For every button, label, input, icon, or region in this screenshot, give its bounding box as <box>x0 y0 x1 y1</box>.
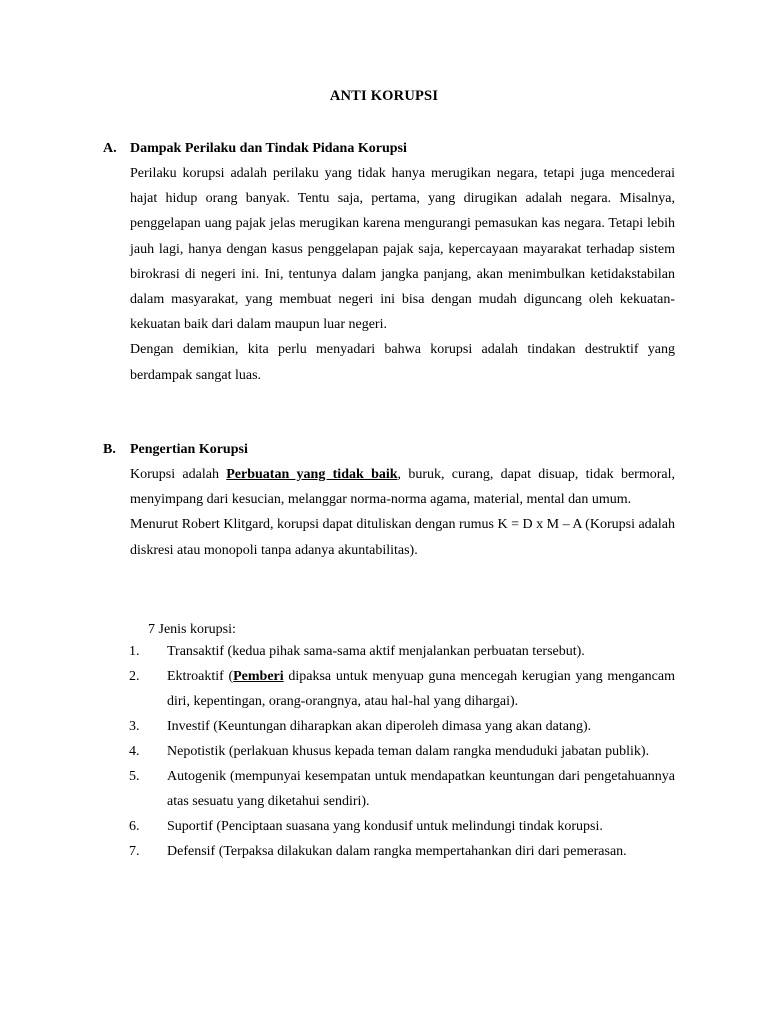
list-item-text <box>167 669 675 709</box>
list-item <box>129 839 675 864</box>
list-item-emphasis: Pemberi <box>233 669 284 684</box>
section-a-letter: A. <box>103 141 117 156</box>
definition-emphasis: Perbuatan yang tidak baik <box>226 467 398 482</box>
list-item-text-start: Ektroaktif ( <box>167 669 234 684</box>
list-item-number: 7. <box>129 844 140 859</box>
list-item-number: 5. <box>129 769 140 784</box>
list-item-number: 1. <box>129 644 140 659</box>
list-item-number: 2. <box>129 669 140 684</box>
section-a-heading: Dampak Perilaku dan Tindak Pidana Korupsi <box>130 141 407 156</box>
list-item-text: Investif (Keuntungan diharapkan akan diperoleh dimasa yang akan datang). <box>167 719 592 734</box>
section-b-paragraph-2: Menurut Robert Klitgard, korupsi dapat dituliskan dengan rumus K = D x M – A (Korupsi adalah diskresi atau monopoli tanpa adanya akuntabilitas). <box>130 517 675 558</box>
section-a-paragraph-2: Dengan demikian, kita perlu menyadari bahwa korupsi adalah tindakan destruktif yang berdampak sangat luas. <box>130 342 675 383</box>
list-item-text: Defensif (Terpaksa dilakukan dalam rangka mempertahankan diri dari pemerasan. <box>167 844 627 859</box>
document-title: ANTI KORUPSI <box>329 88 439 104</box>
section-a-header <box>103 137 675 161</box>
list-item <box>129 664 675 714</box>
list-item-text-end: dipaksa untuk menyuap guna mencegah kerugian yang mengancam diri, kepentingan, orang-orangnya, atau hal-hal yang dihargai). <box>167 669 675 709</box>
section-b-heading: Pengertian Korupsi <box>130 442 248 457</box>
corruption-types-list <box>129 639 675 864</box>
section-a <box>103 137 675 388</box>
list-item-number: 6. <box>129 819 140 834</box>
list-item-text: Nepotistik (perlakuan khusus kepada teman dalam rangka menduduki jabatan publik). <box>167 744 650 759</box>
definition-text-start: Korupsi adalah <box>130 467 227 482</box>
list-item <box>129 639 675 664</box>
list-item-number: 4. <box>129 744 140 759</box>
definition-text-end: , buruk, curang, dapat disuap, tidak bermoral, menyimpang dari kesucian, melanggar norma-norma agama, material, mental dan umum. <box>130 467 675 508</box>
list-item <box>129 764 675 814</box>
list-item-text: Autogenik (mempunyai kesempatan untuk mendapatkan keuntungan dari pengetahuannya atas sesuatu yang diketahui sendiri). <box>167 769 675 809</box>
section-a-paragraph-1: Perilaku korupsi adalah perilaku yang tidak hanya merugikan negara, tetapi juga mencederai hajat hidup orang banyak. Tentu saja, pertama, yang dirugikan adalah negara. Misalnya, penggelapan uang pajak jelas merugikan karena mengurangi pemasukan kas negara. Tetapi lebih jauh lagi, hanya dengan kasus penggelapan pajak saja, kepercayaan mayarakat terhadap sistem birokrasi di negeri ini. Ini, tentunya dalam jangka panjang, akan menimbulkan ketidakstabilan dalam masyarakat, yang membuat negeri ini bisa dengan mudah diguncang oleh kekuatan-kekuatan baik dari dalam maupun luar negeri. <box>130 166 675 333</box>
list-intro: 7 Jenis korupsi: <box>148 622 236 637</box>
section-b-paragraph-1 <box>130 462 675 512</box>
list-item <box>129 714 675 739</box>
list-item-number: 3. <box>129 719 140 734</box>
list-item-text: Transaktif (kedua pihak sama-sama aktif menjalankan perbuatan tersebut). <box>167 644 585 659</box>
section-b-letter: B. <box>103 442 116 457</box>
section-b-header <box>103 438 675 462</box>
list-item-text: Suportif (Penciptaan suasana yang kondusif untuk melindungi tindak korupsi. <box>167 819 603 834</box>
section-b <box>103 438 675 563</box>
list-item <box>129 739 675 764</box>
list-item <box>129 814 675 839</box>
